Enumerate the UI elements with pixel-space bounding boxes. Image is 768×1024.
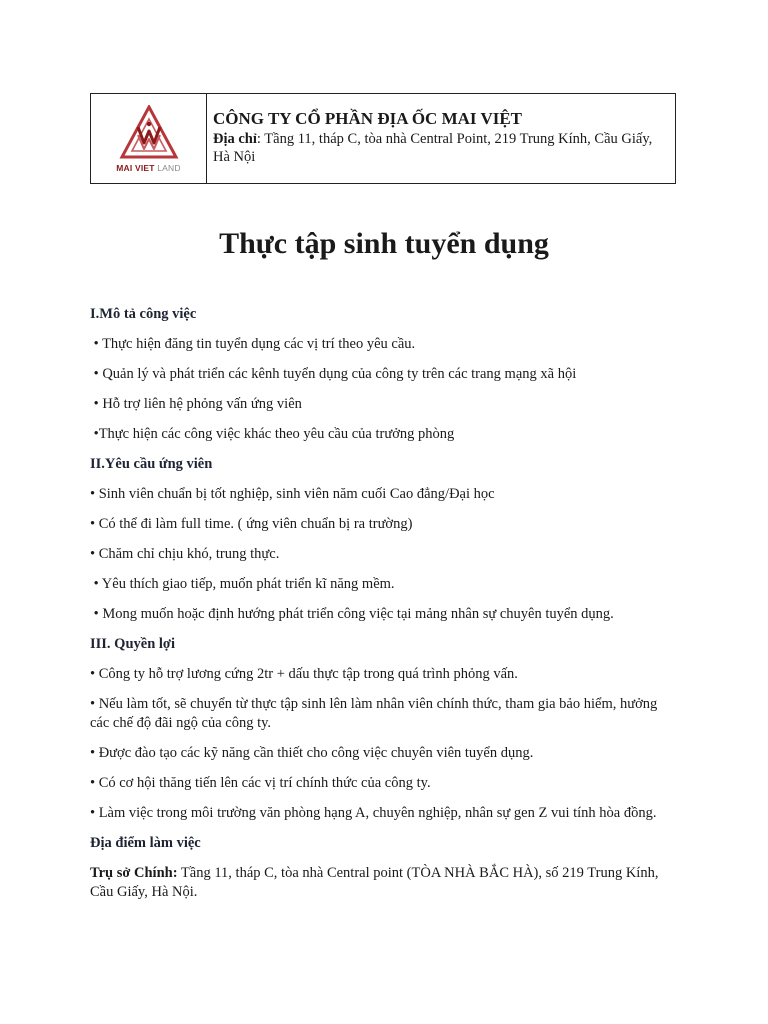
list-item: • Chăm chỉ chịu khó, trung thực.: [90, 546, 280, 562]
company-address: [213, 130, 669, 166]
list-item: • Có thể đi làm full time. ( ứng viên chuẩn bị ra trường): [90, 516, 413, 532]
list-item: • Mong muốn hoặc định hướng phát triển công việc tại mảng nhân sự chuyên tuyển dụng.: [90, 606, 614, 622]
office-address: [90, 864, 680, 902]
list-item: • Sinh viên chuẩn bị tốt nghiệp, sinh viên năm cuối Cao đẳng/Đại học: [90, 486, 495, 502]
logo-brand-suffix: LAND: [154, 162, 181, 173]
list-item: • Hỗ trợ liên hệ phỏng vấn ứng viên: [90, 396, 302, 412]
section-heading-requirements: II.Yêu cầu ứng viên: [90, 456, 213, 472]
list-item: • Quản lý và phát triển các kênh tuyển dụng của công ty trên các trang mạng xã hội: [90, 366, 577, 382]
address-label: Địa chỉ: [213, 131, 257, 147]
list-item: •Thực hiện các công việc khác theo yêu cầu của trưởng phòng: [90, 426, 455, 442]
section-heading-benefits: III. Quyền lợi: [90, 636, 175, 652]
list-item: • Yêu thích giao tiếp, muốn phát triển kĩ năng mềm.: [90, 576, 395, 592]
page-title: Thực tập sinh tuyển dụng: [219, 227, 549, 260]
logo-brand-main: MAI VIET: [116, 162, 155, 173]
company-name: CÔNG TY CỔ PHẦN ĐỊA ỐC MAI VIỆT: [213, 109, 523, 128]
company-info: [207, 94, 675, 183]
job-description-body: [90, 305, 680, 902]
section-heading-job-description: I.Mô tả công việc: [90, 306, 197, 322]
list-item: • Công ty hỗ trợ lương cứng 2tr + dấu thực tập trong quá trình phỏng vấn.: [90, 666, 518, 682]
section-heading-work-location: Địa điểm làm việc: [90, 835, 201, 851]
list-item: • Làm việc trong môi trường văn phòng hạng A, chuyên nghiệp, nhân sự gen Z vui tính hòa đồng.: [90, 805, 657, 821]
mai-viet-land-logo-icon: [118, 105, 180, 161]
list-item: • Thực hiện đăng tin tuyển dụng các vị trí theo yêu cầu.: [90, 336, 416, 352]
office-label: Trụ sở Chính:: [90, 865, 178, 881]
office-value: Tầng 11, tháp C, tòa nhà Central point (TÒA NHÀ BẮC HÀ), số 219 Trung Kính, Cầu Giấy, Hà Nội.: [90, 865, 659, 900]
company-logo: [91, 94, 207, 183]
list-item: • Có cơ hội thăng tiến lên các vị trí chính thức của công ty.: [90, 775, 431, 791]
list-item: • Được đào tạo các kỹ năng cần thiết cho công việc chuyên viên tuyển dụng.: [90, 745, 534, 761]
list-item: • Nếu làm tốt, sẽ chuyển từ thực tập sinh lên làm nhân viên chính thức, tham gia bảo hiểm, hưởng các chế độ đãi ngộ của công ty.: [90, 696, 658, 731]
logo-wordmark: [116, 163, 180, 173]
address-value: : Tầng 11, tháp C, tòa nhà Central Point, 219 Trung Kính, Cầu Giấy, Hà Nội: [213, 131, 653, 165]
company-header: [90, 93, 676, 184]
